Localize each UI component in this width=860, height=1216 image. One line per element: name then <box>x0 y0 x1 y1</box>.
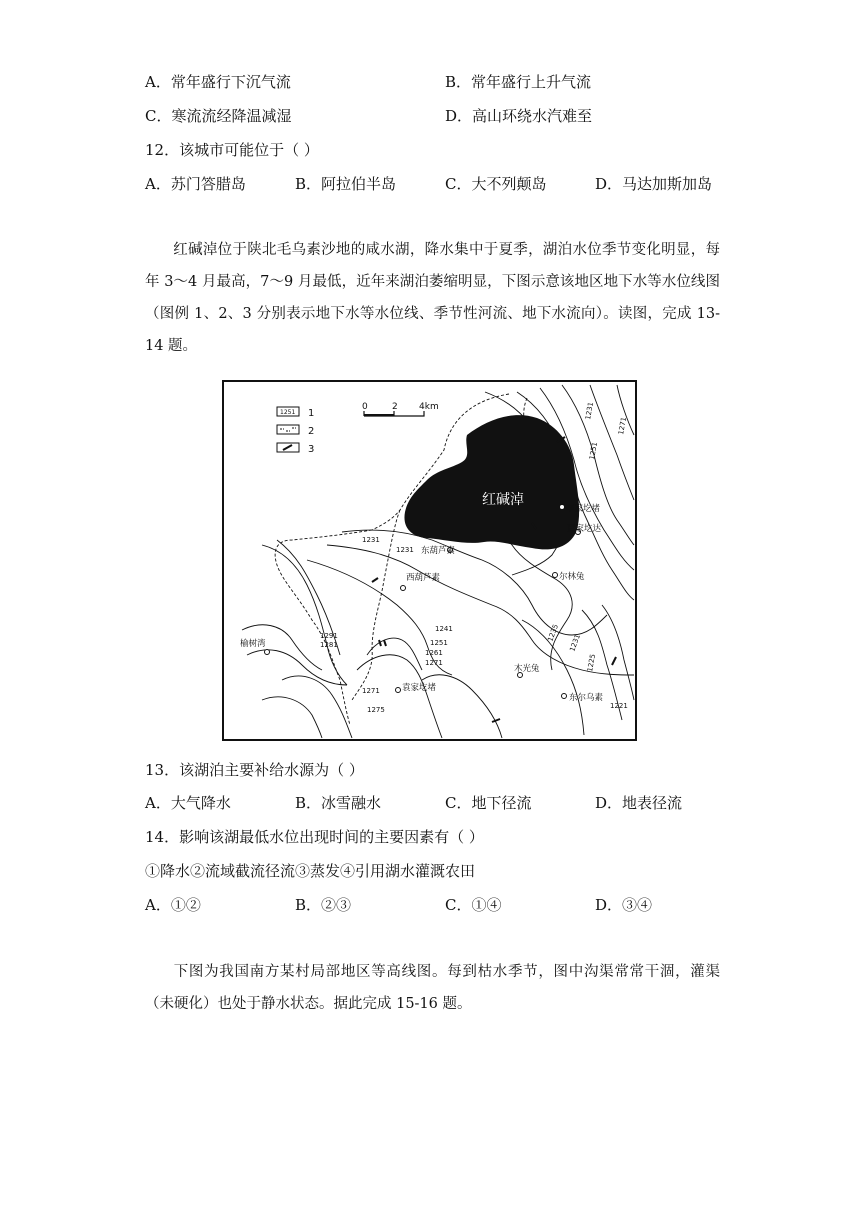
q14-option-b: B．②③ <box>295 896 352 914</box>
lake-label: 红碱淖 <box>482 492 524 508</box>
svg-text:1251: 1251 <box>430 639 448 647</box>
svg-text:1231: 1231 <box>568 633 582 653</box>
svg-text:2: 2 <box>392 402 398 412</box>
svg-text:1235: 1235 <box>546 623 560 643</box>
svg-text:1281: 1281 <box>320 641 338 649</box>
q13-option-a: A．大气降水 <box>145 794 231 812</box>
svg-text:1291: 1291 <box>320 632 338 640</box>
q11-option-b: B．常年盛行上升气流 <box>445 73 592 91</box>
legend-sample-label: 1251 <box>280 409 296 416</box>
place-erlintu: 尔林兔 <box>559 572 585 582</box>
place-lijiageda: 李家圪堵 <box>566 504 601 514</box>
legend-2: 2 <box>308 426 315 437</box>
svg-text:1275: 1275 <box>367 706 385 714</box>
q14-option-a: A．①② <box>145 896 201 914</box>
passage-13-14: 红碱淖位于陕北毛乌素沙地的咸水湖，降水集中于夏季，湖泊水位季节变化明显，每年 3～4 月最高，7～9 月最低，近年来湖泊萎缩明显，下图示意该地区地下水等水位线图（图例 1、2、3 分别表示地下水等水位线、季节性河流、地下水流向）。读图，完成 13-14 题。 <box>145 242 720 354</box>
groundwater-contour-map <box>222 380 637 741</box>
svg-text:1261: 1261 <box>425 649 443 657</box>
svg-text:1271: 1271 <box>362 687 380 695</box>
place-yushuwan: 榆树湾 <box>240 639 266 649</box>
legend-1: 1 <box>308 408 315 419</box>
svg-text:1221: 1221 <box>610 702 628 710</box>
place-jiajiageda: 贾家圪达 <box>567 524 602 534</box>
svg-text:1231: 1231 <box>396 546 414 554</box>
svg-text:1241: 1241 <box>435 625 453 633</box>
svg-text:1251: 1251 <box>588 441 600 461</box>
svg-text:4km: 4km <box>419 402 439 412</box>
passage-15-16: 下图为我国南方某村局部地区等高线图。每到枯水季节，图中沟渠常常干涸，灌渠（未硬化）也处于静水状态。据此完成 15-16 题。 <box>145 964 720 1012</box>
q13-option-d: D．地表径流 <box>595 794 683 812</box>
q14-option-c: C．①④ <box>445 896 502 914</box>
q13-option-c: C．地下径流 <box>445 794 532 812</box>
svg-text:1271: 1271 <box>617 416 629 436</box>
svg-text:0: 0 <box>362 402 368 412</box>
q12-option-d: D．马达加斯加岛 <box>595 175 713 193</box>
svg-text:1271: 1271 <box>425 659 443 667</box>
place-yuanjiageda: 袁家圪堵 <box>402 683 437 693</box>
q14-option-d: D．③④ <box>595 896 653 914</box>
q11-option-d: D．高山环绕水汽难至 <box>445 107 593 125</box>
place-xihulusu: 西葫芦素 <box>406 573 441 583</box>
q14-statement: ①降水②流域截流径流③蒸发④引用湖水灌溉农田 <box>145 862 476 880</box>
q13-stem: 13．该湖泊主要补给水源为（ ） <box>145 761 364 779</box>
q12-option-a: A．苏门答腊岛 <box>145 175 246 193</box>
place-dongerwusu: 东尔乌素 <box>569 693 604 703</box>
q13-option-b: B．冰雪融水 <box>295 794 382 812</box>
q12-option-b: B．阿拉伯半岛 <box>295 175 397 193</box>
q11-option-a: A．常年盛行下沉气流 <box>145 73 291 91</box>
svg-text:1231: 1231 <box>362 536 380 544</box>
svg-text:1231: 1231 <box>584 401 596 421</box>
q12-option-c: C．大不列颠岛 <box>445 175 547 193</box>
place-muguangtu: 木光兔 <box>514 664 540 674</box>
q14-stem: 14．影响该湖最低水位出现时间的主要因素有（ ） <box>145 828 484 846</box>
q12-stem: 12．该城市可能位于（ ） <box>145 141 319 159</box>
legend-3: 3 <box>308 444 315 455</box>
svg-text:1225: 1225 <box>586 653 598 673</box>
q11-option-c: C．寒流流经降温减湿 <box>145 107 292 125</box>
place-donghulusu: 东葫芦素 <box>421 546 456 556</box>
